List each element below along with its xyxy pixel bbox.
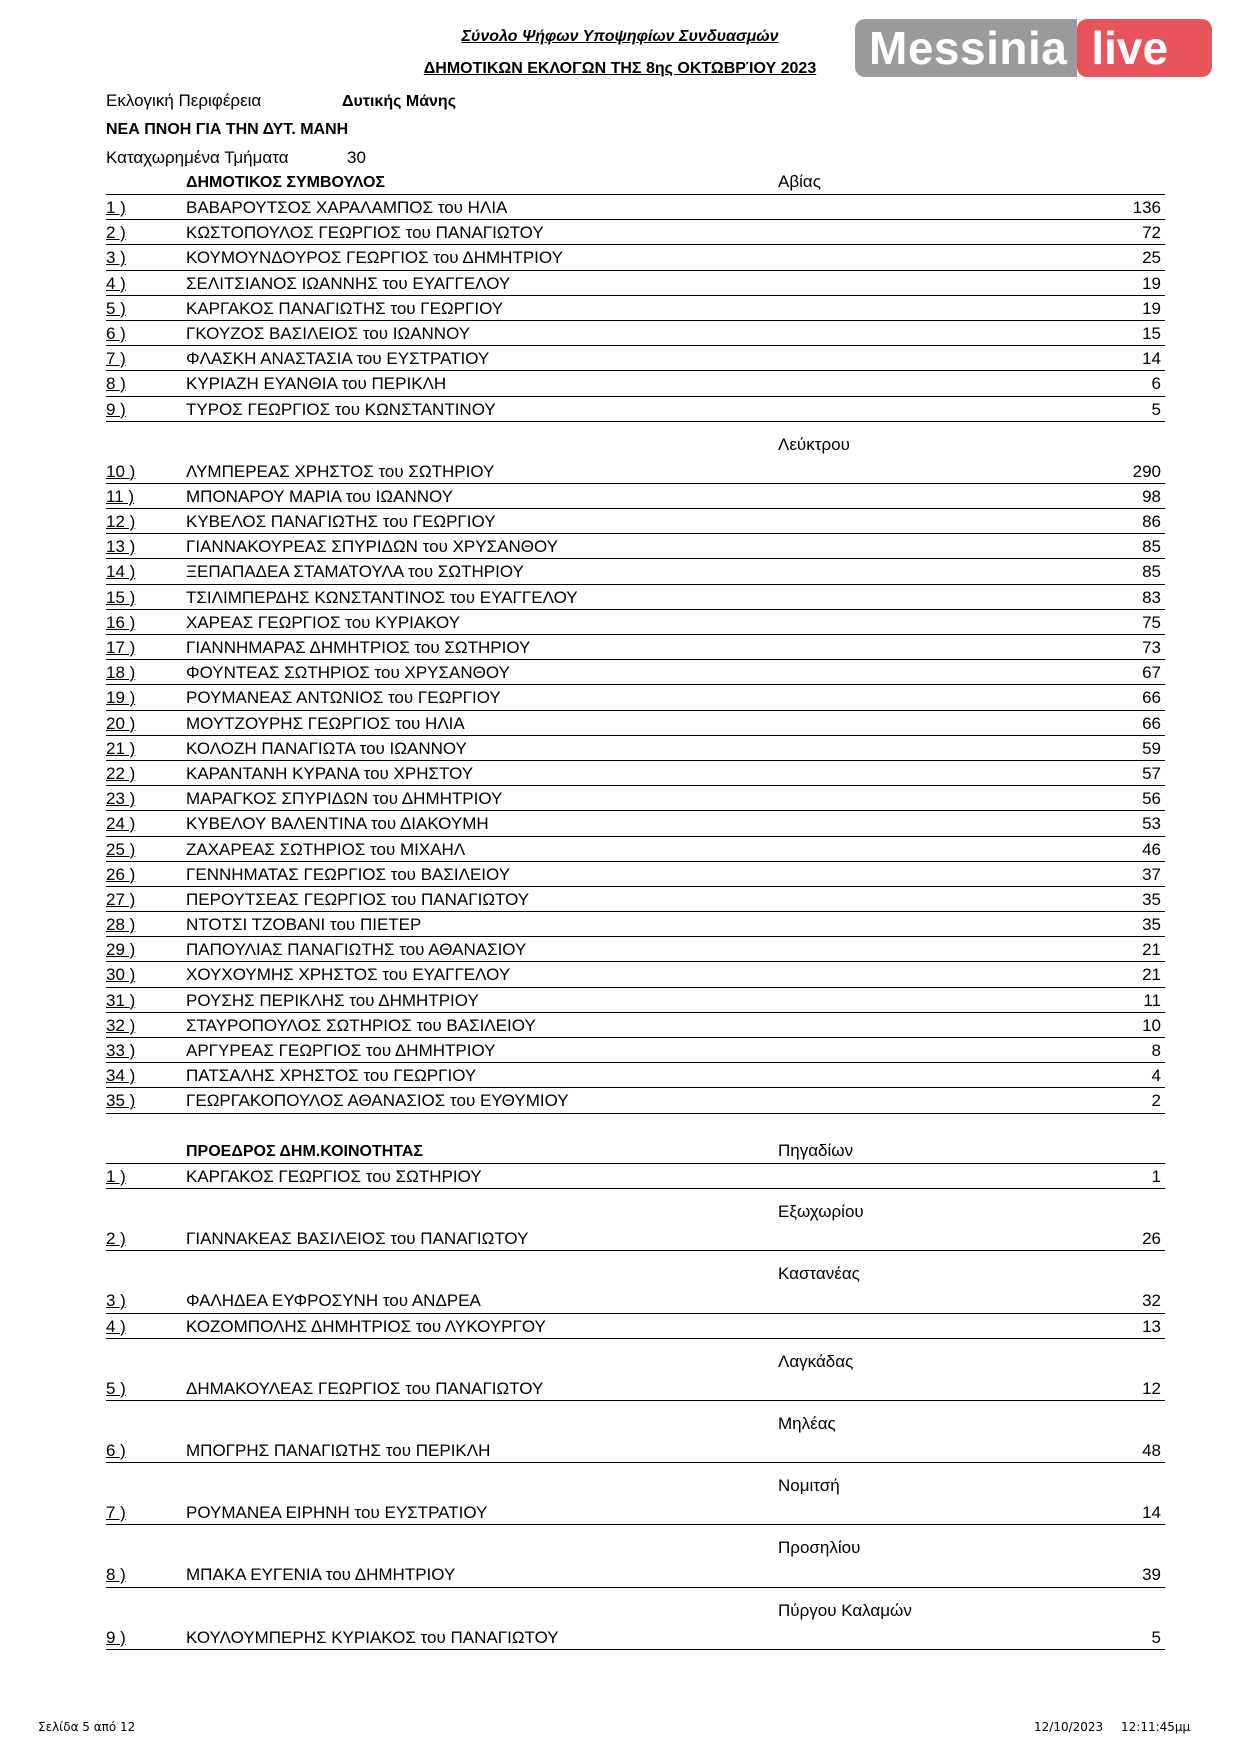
candidate-votes: 12 (1142, 1378, 1161, 1398)
candidate-number: 33 ) (106, 1041, 136, 1060)
candidate-row (106, 711, 1165, 736)
candidate-number: 17 ) (106, 638, 136, 657)
candidate-row (106, 610, 1165, 635)
candidate-row (106, 1625, 1165, 1650)
candidate-number: 3 ) (106, 1291, 126, 1311)
candidate-name: ΚΟΥΜΟΥΝΔΟΥΡΟΣ ΓΕΩΡΓΙΟΣ του ΔΗΜΗΤΡΙΟΥ (186, 248, 563, 268)
candidate-row (106, 660, 1165, 685)
report-subtitle: ΔΗΜΟΤΙΚΩΝ ΕΚΛΟΓΩΝ ΤΗΣ 8ης ΟΚΤΩΒΡΊΟΥ 2023 (423, 60, 817, 77)
candidate-number: 5 ) (106, 1378, 126, 1398)
candidate-votes: 35 (1142, 915, 1161, 935)
candidate-votes: 5 (1151, 1627, 1161, 1647)
candidate-name: ΜΑΡΑΓΚΟΣ ΣΠΥΡΙΔΩΝ του ΔΗΜΗΤΡΙΟΥ (186, 789, 503, 809)
candidate-number: 2 ) (106, 1229, 126, 1249)
candidate-name: ΓΙΑΝΝΑΚΟΥΡΕΑΣ ΣΠΥΡΙΔΩΝ του ΧΡΥΣΑΝΘΟΥ (186, 537, 558, 557)
candidate-number: 27 ) (106, 889, 136, 909)
candidate-row (106, 912, 1165, 937)
candidate-votes: 290 (1132, 461, 1161, 481)
candidate-name: ΒΑΒΑΡΟΥΤΣΟΣ ΧΑΡΑΛΑΜΠΟΣ του ΗΛΙΑ (186, 198, 508, 217)
candidate-number: 4 ) (106, 273, 126, 293)
candidate-name: ΠΕΡΟΥΤΣΕΑΣ ΓΕΩΡΓΙΟΣ του ΠΑΝΑΓΙΩΤΟΥ (186, 889, 530, 909)
candidate-name: ΦΑΛΗΔΕΑ ΕΥΦΡΟΣΥΝΗ του ΑΝΔΡΕΑ (186, 1291, 481, 1311)
sections-label: Καταχωρημένα Τμήματα (106, 148, 289, 167)
candidate-votes: 73 (1142, 638, 1161, 657)
candidate-name: ΓΕΝΝΗΜΑΤΑΣ ΓΕΩΡΓΙΟΣ του ΒΑΣΙΛΕΙΟΥ (186, 864, 511, 884)
candidate-name: ΤΥΡΟΣ ΓΕΩΡΓΙΟΣ του ΚΩΝΣΤΑΝΤΙΝΟΥ (186, 399, 496, 419)
candidate-row (106, 245, 1165, 270)
candidate-name: ΓΙΑΝΝΑΚΕΑΣ ΒΑΣΙΛΕΙΟΣ του ΠΑΝΑΓΙΩΤΟΥ (186, 1229, 529, 1249)
location-label: Μηλέας (778, 1413, 836, 1433)
location-header (106, 1189, 1165, 1226)
candidate-row (106, 635, 1165, 660)
candidate-number: 5 ) (106, 298, 126, 318)
candidate-name: ΜΟΥΤΖΟΥΡΗΣ ΓΕΩΡΓΙΟΣ του ΗΛΙΑ (186, 713, 465, 733)
candidate-name: ΚΥΒΕΛΟΣ ΠΑΝΑΓΙΩΤΗΣ του ΓΕΩΡΓΙΟΥ (186, 512, 496, 532)
candidate-votes: 37 (1142, 864, 1161, 884)
candidate-name: ΛΥΜΠΕΡΕΑΣ ΧΡΗΣΤΟΣ του ΣΩΤΗΡΙΟΥ (186, 461, 495, 481)
candidate-votes: 1 (1151, 1167, 1161, 1186)
candidate-name: ΚΩΣΤΟΠΟΥΛΟΣ ΓΕΩΡΓΙΟΣ του ΠΑΝΑΓΙΩΤΟΥ (186, 223, 544, 243)
candidate-number: 6 ) (106, 1440, 126, 1460)
candidate-votes: 2 (1151, 1091, 1161, 1111)
candidate-number: 13 ) (106, 537, 136, 557)
candidate-number: 20 ) (106, 713, 136, 733)
location-label: Λαγκάδας (778, 1351, 854, 1371)
candidate-row (106, 509, 1165, 534)
candidate-number: 8 ) (106, 1565, 126, 1585)
candidate-number: 28 ) (106, 915, 136, 935)
candidate-name: ΜΠΑΚΑ ΕΥΓΕΝΙΑ του ΔΗΜΗΤΡΙΟΥ (186, 1565, 456, 1585)
candidate-row (106, 534, 1165, 559)
candidate-votes: 83 (1142, 587, 1161, 607)
location-label: Αβίας (778, 172, 821, 191)
candidate-votes: 8 (1151, 1041, 1161, 1060)
location-header (106, 1401, 1165, 1438)
candidate-row (106, 371, 1165, 396)
candidate-name: ΑΡΓΥΡΕΑΣ ΓΕΩΡΓΙΟΣ του ΔΗΜΗΤΡΙΟΥ (186, 1041, 496, 1060)
candidate-number: 2 ) (106, 223, 126, 243)
location-header (106, 422, 1165, 459)
candidate-number: 3 ) (106, 248, 126, 268)
candidate-number: 6 ) (106, 323, 126, 343)
location-header (106, 1525, 1165, 1562)
candidate-votes: 98 (1142, 486, 1161, 506)
candidate-number: 9 ) (106, 1627, 126, 1647)
logo-text-live: live (1077, 19, 1212, 77)
candidate-row (106, 1038, 1165, 1063)
report-title: Σύνολο Ψήφων Υποψηφίων Συνδυασμών (461, 28, 779, 45)
candidate-votes: 15 (1142, 323, 1161, 343)
candidate-row (106, 1314, 1165, 1339)
candidate-number: 26 ) (106, 864, 136, 884)
location-label: Καστανέας (778, 1264, 860, 1284)
candidate-name: ΚΥΒΕΛΟΥ ΒΑΛΕΝΤΙΝΑ του ΔΙΑΚΟΥΜΗ (186, 814, 489, 834)
location-header (106, 1588, 1165, 1625)
location-header (106, 1463, 1165, 1500)
candidate-name: ΡΟΥΜΑΝΕΑ ΕΙΡΗΝΗ του ΕΥΣΤΡΑΤΙΟΥ (186, 1503, 488, 1523)
candidate-votes: 26 (1142, 1229, 1161, 1249)
candidate-row (106, 559, 1165, 584)
candidate-votes: 6 (1151, 374, 1161, 394)
region-value: Δυτικής Μάνης (342, 93, 457, 110)
candidate-votes: 66 (1142, 688, 1161, 708)
candidate-row (106, 271, 1165, 296)
candidate-name: ΦΛΑΣΚΗ ΑΝΑΣΤΑΣΙΑ του ΕΥΣΤΡΑΤΙΟΥ (186, 349, 490, 369)
candidate-name: ΚΟΖΟΜΠΟΛΗΣ ΔΗΜΗΤΡΙΟΣ του ΛΥΚΟΥΡΓΟΥ (186, 1316, 546, 1336)
candidate-row (106, 1288, 1165, 1313)
candidate-row (106, 585, 1165, 610)
candidate-votes: 39 (1142, 1565, 1161, 1585)
candidate-votes: 72 (1142, 223, 1161, 243)
candidate-name: ΧΑΡΕΑΣ ΓΕΩΡΓΙΟΣ του ΚΥΡΙΑΚΟΥ (186, 612, 461, 632)
candidate-votes: 10 (1142, 1015, 1161, 1035)
candidate-votes: 57 (1142, 763, 1161, 783)
location-label: Πύργου Καλαμών (778, 1600, 912, 1620)
community-president-table (106, 1141, 1165, 1650)
candidate-votes: 85 (1142, 537, 1161, 557)
candidate-number: 22 ) (106, 763, 136, 783)
candidate-row (106, 1013, 1165, 1038)
candidate-row (106, 837, 1165, 862)
candidate-row (106, 1376, 1165, 1401)
candidate-row (106, 887, 1165, 912)
candidate-row (106, 937, 1165, 962)
candidate-row (106, 397, 1165, 422)
candidate-number: 16 ) (106, 612, 136, 632)
candidate-number: 10 ) (106, 461, 136, 481)
candidate-number: 15 ) (106, 587, 136, 607)
candidate-name: ΞΕΠΑΠΑΔΕΑ ΣΤΑΜΑΤΟΥΛΑ του ΣΩΤΗΡΙΟΥ (186, 562, 524, 582)
candidate-votes: 14 (1142, 349, 1161, 369)
council-header-label: ΔΗΜΟΤΙΚΟΣ ΣΥΜΒΟΥΛΟΣ (186, 174, 386, 191)
community-header-label: ΠΡΟΕΔΡΟΣ ΔΗΜ.ΚΟΙΝΟΤΗΤΑΣ (186, 1143, 424, 1160)
candidate-number: 9 ) (106, 399, 126, 419)
candidate-row (106, 962, 1165, 987)
logo-text-messinia: Messinia (855, 19, 1077, 77)
location-label: Εξωχωρίου (778, 1202, 864, 1222)
candidate-number: 32 ) (106, 1015, 136, 1035)
candidate-row (106, 862, 1165, 887)
candidate-votes: 59 (1142, 738, 1161, 758)
party-name: ΝΕΑ ΠΝΟΗ ΓΙΑ ΤΗΝ ΔΥΤ. ΜΑΝΗ (106, 121, 349, 138)
candidate-row (106, 296, 1165, 321)
candidate-votes: 5 (1151, 399, 1161, 419)
candidate-votes: 136 (1132, 198, 1161, 217)
candidate-votes: 46 (1142, 839, 1161, 859)
candidate-votes: 21 (1142, 940, 1161, 960)
candidate-number: 12 ) (106, 512, 136, 532)
candidate-name: ΚΟΛΟΖΗ ΠΑΝΑΓΙΩΤΑ του ΙΩΑΝΝΟΥ (186, 738, 467, 758)
candidate-number: 35 ) (106, 1091, 136, 1111)
candidate-name: ΚΑΡΑΝΤΑΝΗ ΚΥΡΑΝΑ του ΧΡΗΣΤΟΥ (186, 763, 474, 783)
candidate-votes: 32 (1142, 1291, 1161, 1311)
candidate-number: 25 ) (106, 839, 136, 859)
candidate-name: ΓΙΑΝΝΗΜΑΡΑΣ ΔΗΜΗΤΡΙΟΣ του ΣΩΤΗΡΙΟΥ (186, 638, 531, 657)
candidate-number: 7 ) (106, 1503, 126, 1523)
candidate-row (106, 195, 1165, 220)
candidate-row (106, 459, 1165, 484)
candidate-votes: 13 (1142, 1316, 1161, 1336)
candidate-name: ΠΑΠΟΥΛΙΑΣ ΠΑΝΑΓΙΩΤΗΣ του ΑΘΑΝΑΣΙΟΥ (186, 940, 527, 960)
candidate-number: 24 ) (106, 814, 136, 834)
candidate-number: 14 ) (106, 562, 136, 582)
community-table-header (106, 1141, 1165, 1164)
candidate-name: ΡΟΥΜΑΝΕΑΣ ΑΝΤΩΝΙΟΣ του ΓΕΩΡΓΙΟΥ (186, 688, 501, 708)
candidate-name: ΜΠΟΓΡΗΣ ΠΑΝΑΓΙΩΤΗΣ του ΠΕΡΙΚΛΗ (186, 1440, 491, 1460)
candidate-name: ΚΑΡΓΑΚΟΣ ΓΕΩΡΓΙΟΣ του ΣΩΤΗΡΙΟΥ (186, 1167, 482, 1186)
candidate-votes: 14 (1142, 1503, 1161, 1523)
candidate-row (106, 220, 1165, 245)
council-table-header (106, 172, 1165, 195)
candidate-votes: 67 (1142, 663, 1161, 683)
print-date: 12/10/2023 (1034, 1720, 1104, 1734)
candidate-number: 34 ) (106, 1066, 136, 1086)
candidate-row (106, 811, 1165, 836)
location-label: Νομιτσή (778, 1476, 840, 1496)
candidate-name: ΖΑΧΑΡΕΑΣ ΣΩΤΗΡΙΟΣ του ΜΙΧΑΗΛ (186, 839, 466, 859)
candidate-votes: 35 (1142, 889, 1161, 909)
candidate-number: 8 ) (106, 374, 126, 394)
candidate-name: ΦΟΥΝΤΕΑΣ ΣΩΤΗΡΙΟΣ του ΧΡΥΣΑΝΘΟΥ (186, 663, 510, 683)
candidate-name: ΤΣΙΛΙΜΠΕΡΔΗΣ ΚΩΝΣΤΑΝΤΙΝΟΣ του ΕΥΑΓΓΕΛΟΥ (186, 587, 578, 607)
sections-value: 30 (347, 148, 366, 167)
print-time: 12:11:45μμ (1121, 1720, 1191, 1734)
candidate-row (106, 1226, 1165, 1251)
candidate-number: 11 ) (106, 486, 135, 506)
candidate-row (106, 736, 1165, 761)
candidate-row (106, 1088, 1165, 1113)
candidate-name: ΠΑΤΣΑΛΗΣ ΧΡΗΣΤΟΣ του ΓΕΩΡΓΙΟΥ (186, 1066, 477, 1086)
candidate-number: 7 ) (106, 349, 126, 369)
candidate-number: 19 ) (106, 688, 136, 708)
candidate-row (106, 1438, 1165, 1463)
candidate-name: ΓΕΩΡΓΑΚΟΠΟΥΛΟΣ ΑΘΑΝΑΣΙΟΣ του ΕΥΘΥΜΙΟΥ (186, 1091, 569, 1111)
location-label: Λεύκτρου (778, 434, 850, 454)
candidate-votes: 25 (1142, 248, 1161, 268)
candidate-row (106, 988, 1165, 1013)
candidate-number: 21 ) (106, 738, 136, 758)
location-label: Πηγαδίων (778, 1141, 854, 1160)
candidate-votes: 56 (1142, 789, 1161, 809)
candidate-name: ΔΗΜΑΚΟΥΛΕΑΣ ΓΕΩΡΓΙΟΣ του ΠΑΝΑΓΙΩΤΟΥ (186, 1378, 544, 1398)
candidate-name: ΚΟΥΛΟΥΜΠΕΡΗΣ ΚΥΡΙΑΚΟΣ του ΠΑΝΑΓΙΩΤΟΥ (186, 1627, 559, 1647)
candidate-number: 1 ) (106, 1167, 126, 1186)
candidate-name: ΓΚΟΥΖΟΣ ΒΑΣΙΛΕΙΟΣ του ΙΩΑΝΝΟΥ (186, 323, 471, 343)
candidate-row (106, 321, 1165, 346)
candidate-number: 4 ) (106, 1316, 126, 1336)
candidate-row (106, 484, 1165, 509)
candidate-number: 29 ) (106, 940, 136, 960)
candidate-votes: 11 (1143, 990, 1161, 1010)
candidate-votes: 48 (1142, 1440, 1161, 1460)
candidate-votes: 86 (1142, 512, 1161, 532)
region-label: Εκλογική Περιφέρεια (106, 91, 262, 110)
council-results-table (106, 172, 1165, 1114)
candidate-name: ΚΥΡΙΑΖΗ ΕΥΑΝΘΙΑ του ΠΕΡΙΚΛΗ (186, 374, 447, 394)
candidate-name: ΧΟΥΧΟΥΜΗΣ ΧΡΗΣΤΟΣ του ΕΥΑΓΓΕΛΟΥ (186, 965, 511, 985)
candidate-votes: 85 (1142, 562, 1161, 582)
candidate-number: 23 ) (106, 789, 136, 809)
candidate-row (106, 685, 1165, 710)
candidate-votes: 19 (1142, 273, 1161, 293)
candidate-votes: 66 (1142, 713, 1161, 733)
candidate-row (106, 786, 1165, 811)
candidate-row (106, 1500, 1165, 1525)
location-header (106, 1251, 1165, 1288)
candidate-votes: 19 (1142, 298, 1161, 318)
candidate-row (106, 1063, 1165, 1088)
candidate-row (106, 761, 1165, 786)
candidate-name: ΜΠΟΝΑΡΟΥ ΜΑΡΙΑ του ΙΩΑΝΝΟΥ (186, 486, 454, 506)
candidate-votes: 75 (1142, 612, 1161, 632)
candidate-name: ΝΤΟΤΣΙ ΤΖΟΒΑΝΙ του ΠΙΕΤΕΡ (186, 915, 422, 935)
candidate-name: ΣΤΑΥΡΟΠΟΥΛΟΣ ΣΩΤΗΡΙΟΣ του ΒΑΣΙΛΕΙΟΥ (186, 1015, 536, 1035)
messinia-live-logo (855, 19, 1212, 77)
candidate-name: ΣΕΛΙΤΣΙΑΝΟΣ ΙΩΑΝΝΗΣ του ΕΥΑΓΓΕΛΟΥ (186, 273, 511, 293)
candidate-name: ΡΟΥΣΗΣ ΠΕΡΙΚΛΗΣ του ΔΗΜΗΤΡΙΟΥ (186, 990, 479, 1010)
candidate-number: 18 ) (106, 663, 136, 683)
candidate-row (106, 346, 1165, 371)
candidate-votes: 53 (1142, 814, 1161, 834)
candidate-row (106, 1164, 1165, 1189)
candidate-number: 30 ) (106, 965, 136, 985)
candidate-row (106, 1562, 1165, 1587)
location-label: Προσηλίου (778, 1538, 861, 1558)
candidate-name: ΚΑΡΓΑΚΟΣ ΠΑΝΑΓΙΩΤΗΣ του ΓΕΩΡΓΙΟΥ (186, 298, 504, 318)
candidate-number: 1 ) (106, 198, 126, 217)
candidate-number: 31 ) (106, 990, 136, 1010)
candidate-votes: 4 (1151, 1066, 1161, 1086)
candidate-votes: 21 (1142, 965, 1161, 985)
location-header (106, 1339, 1165, 1376)
page-number: Σελίδα 5 από 12 (38, 1720, 136, 1734)
